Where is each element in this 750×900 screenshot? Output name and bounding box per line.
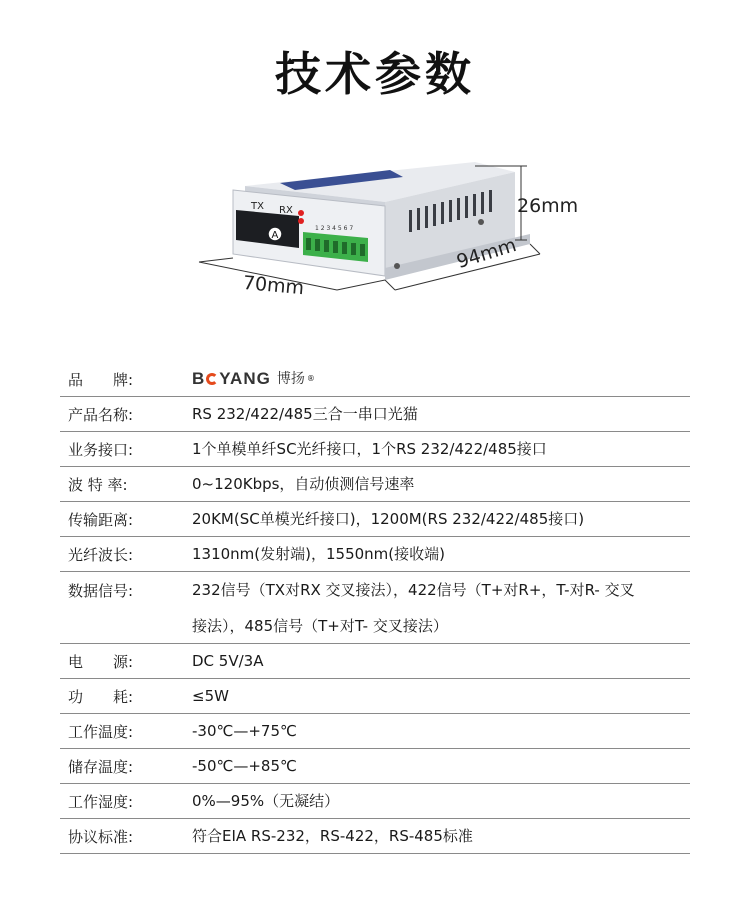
spec-value: 20KM(SC单模光纤接口)，1200M(RS 232/422/485接口) bbox=[192, 510, 585, 528]
spec-row bbox=[60, 537, 690, 572]
mount-hole-right bbox=[478, 219, 484, 225]
spec-table bbox=[60, 362, 690, 854]
spec-key: 电 源: bbox=[68, 652, 134, 671]
width-dimension: 70mm bbox=[242, 272, 305, 300]
mount-hole-left bbox=[394, 263, 400, 269]
spec-key: 储存温度: bbox=[68, 757, 134, 776]
spec-row bbox=[60, 644, 690, 679]
led-2 bbox=[298, 218, 304, 224]
spec-row-brand bbox=[60, 362, 690, 397]
spec-value: -50℃—+85℃ bbox=[192, 757, 297, 775]
spec-key: 光纤波长: bbox=[68, 545, 134, 564]
spec-value bbox=[192, 362, 690, 396]
spec-row bbox=[60, 467, 690, 502]
spec-value bbox=[192, 572, 690, 643]
brand-registered: ® bbox=[306, 374, 315, 383]
tx-label: TX bbox=[251, 201, 264, 212]
spec-key: 业务接口: bbox=[68, 440, 134, 459]
brand-latin-right: YANG bbox=[219, 369, 271, 388]
spec-row bbox=[60, 749, 690, 784]
spec-row bbox=[60, 397, 690, 432]
spec-key: 数据信号: bbox=[68, 582, 134, 600]
spec-key: 波 特 率: bbox=[68, 475, 128, 494]
spec-row bbox=[60, 819, 690, 854]
brand-logo bbox=[192, 361, 315, 397]
spec-key: 协议标准: bbox=[68, 827, 134, 846]
spec-value: RS 232/422/485三合一串口光猫 bbox=[192, 405, 418, 423]
spec-row bbox=[60, 714, 690, 749]
spec-key: 产品名称: bbox=[68, 405, 134, 424]
spec-value: 符合EIA RS-232，RS-422，RS-485标准 bbox=[192, 827, 473, 845]
spec-row bbox=[60, 432, 690, 467]
spec-value: ≤5W bbox=[192, 687, 229, 705]
page-title: 技术参数 bbox=[275, 47, 475, 101]
spec-value-line-1: 232信号（TX对RX 交叉接法），422信号（T+对R+，T-对R- 交叉 bbox=[192, 581, 635, 599]
spec-key: 工作温度: bbox=[68, 722, 134, 741]
height-dimension: 26mm bbox=[517, 195, 579, 217]
brand-latin-left: B bbox=[192, 369, 206, 388]
spec-row bbox=[60, 502, 690, 537]
depth-dimension: 94mm bbox=[454, 234, 519, 274]
spec-value: 0%—95%（无凝结） bbox=[192, 792, 340, 810]
spec-value: DC 5V/3A bbox=[192, 652, 264, 670]
terminal-numbers: 1 2 3 4 5 6 7 bbox=[315, 225, 354, 232]
brand-o-mark bbox=[206, 373, 218, 385]
spec-key: 工作湿度: bbox=[68, 792, 134, 811]
brand-cn: 博扬 bbox=[276, 371, 305, 387]
spec-value: 1个单模单纤SC光纤接口，1个RS 232/422/485接口 bbox=[192, 440, 547, 458]
port-a-label: A bbox=[271, 230, 279, 241]
spec-row bbox=[60, 679, 690, 714]
spec-row bbox=[60, 784, 690, 819]
spec-key: 功 耗: bbox=[68, 687, 134, 706]
led-1 bbox=[298, 210, 304, 216]
spec-value-line-2: 接法），485信号（T+对T- 交叉接法） bbox=[192, 617, 448, 635]
spec-value: 0~120Kbps，自动侦测信号速率 bbox=[192, 475, 415, 493]
spec-value: 1310nm(发射端)，1550nm(接收端) bbox=[192, 545, 445, 563]
spec-key: 品 牌: bbox=[68, 370, 134, 389]
rx-label: RX bbox=[279, 205, 293, 216]
spec-row-data-signal bbox=[60, 572, 690, 644]
spec-value: -30℃—+75℃ bbox=[192, 722, 297, 740]
spec-key: 传输距离: bbox=[68, 510, 134, 529]
